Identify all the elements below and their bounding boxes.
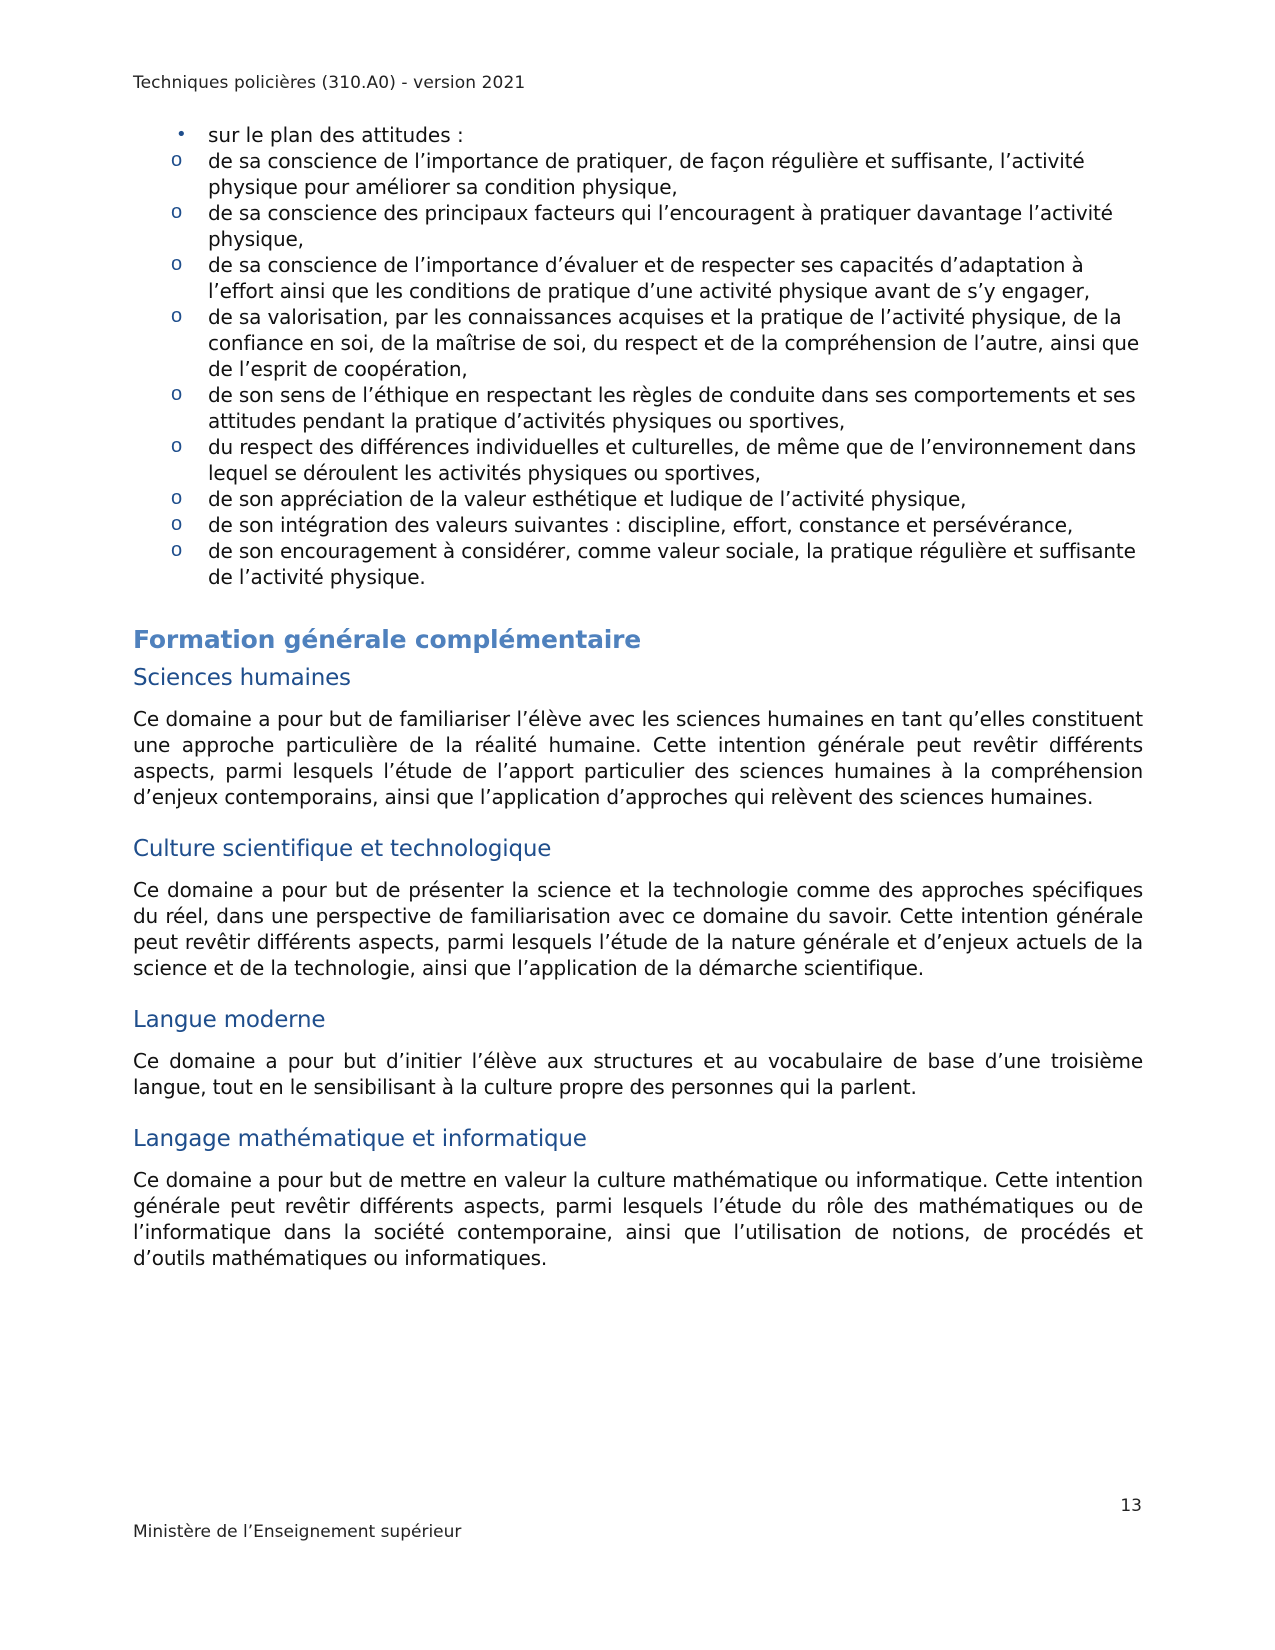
sublist-item: o de son encouragement à considérer, comme valeur sociale, la pratique régulière et suffisante de l’activité physique.	[171, 539, 1136, 589]
subsection-heading-langue-moderne: Langue moderne	[133, 1007, 326, 1033]
subsection-paragraph: Ce domaine a pour but d’initier l’élève aux structures et au vocabulaire de base d’une troisième langue, tout en le sensibilisant à la culture propre des personnes qui la parlent.	[133, 1049, 1143, 1099]
circle-bullet-icon: o	[171, 435, 182, 457]
sublist-item: o du respect des différences individuelles et culturelles, de même que de l’environnement dans lequel se déroulent les activités physiques ou sportives,	[171, 435, 1136, 485]
sublist-item: o de sa conscience de l’importance d’évaluer et de respecter ses capacités d’adaptation à l’effort ainsi que les conditions de pratique d’une activité physique avant de s’y engager,	[171, 253, 1090, 303]
running-footer: Ministère de l’Enseignement supérieur	[133, 1522, 462, 1542]
subsection-paragraph: Ce domaine a pour but de familiariser l’élève avec les sciences humaines en tant qu’elles constituent une approche particulière de la réalité humaine. Cette intention générale peut revêtir différents aspects, parmi lesquels l’étude de l’apport particulier des sciences humaines à la compréhension d’enjeux contemporains, ainsi que l’application d’approches qui relèvent des sciences humaines.	[133, 707, 1143, 809]
circle-bullet-icon: o	[171, 513, 182, 535]
circle-bullet-icon: o	[171, 539, 182, 561]
sublist-item: o de sa conscience des principaux facteurs qui l’encouragent à pratiquer davantage l’activité physique,	[171, 201, 1113, 251]
subsection-heading-langage-mathematique: Langage mathématique et informatique	[133, 1126, 587, 1152]
subsection-heading-culture-scientifique: Culture scientifique et technologique	[133, 836, 552, 862]
running-header: Techniques policières (310.A0) - version 2021	[133, 73, 526, 93]
circle-bullet-icon: o	[171, 305, 182, 327]
section-heading: Formation générale complémentaire	[133, 625, 642, 654]
sublist-item: o de son appréciation de la valeur esthétique et ludique de l’activité physique,	[171, 487, 967, 511]
circle-bullet-icon: o	[171, 253, 182, 275]
circle-bullet-icon: o	[171, 487, 182, 509]
attitudes-sublist	[133, 148, 1143, 590]
sublist-item: o de sa valorisation, par les connaissances acquises et la pratique de l’activité physique, de la confiance en soi, de la maîtrise de soi, du respect et de la compréhension de l’autre, ainsi que de l’esprit de coopération,	[171, 305, 1139, 381]
subsection-paragraph: Ce domaine a pour but de présenter la science et la technologie comme des approches spécifiques du réel, dans une perspective de familiarisation avec ce domaine du savoir. Cette intention générale peut revêtir différents aspects, parmi lesquels l’étude de la nature générale et d’enjeux actuels de la science et de la technologie, ainsi que l’application de la démarche scientifique.	[133, 878, 1143, 980]
subsection-paragraph: Ce domaine a pour but de mettre en valeur la culture mathématique ou informatique. Cette intention générale peut revêtir différents aspects, parmi lesquels l’étude du rôle des mathématiques ou de l’informatique dans la société contemporaine, ainsi que l’utilisation de notions, de procédés et d’outils mathématiques ou informatiques.	[133, 1168, 1143, 1270]
sublist-item: o de son intégration des valeurs suivantes : discipline, effort, constance et persévérance,	[171, 513, 1074, 537]
circle-bullet-icon: o	[171, 149, 182, 171]
circle-bullet-icon: o	[171, 201, 182, 223]
bullet-icon: •	[176, 124, 187, 145]
circle-bullet-icon: o	[171, 383, 182, 405]
attitudes-intro: sur le plan des attitudes :	[208, 123, 464, 147]
page-content	[133, 122, 1143, 1271]
subsection-heading-sciences-humaines: Sciences humaines	[133, 665, 351, 691]
attitudes-bullet-item	[133, 122, 1143, 148]
page-number: 13	[1120, 1496, 1142, 1516]
sublist-item: o de son sens de l’éthique en respectant les règles de conduite dans ses comportements et ses attitudes pendant la pratique d’activités physiques ou sportives,	[171, 383, 1136, 433]
sublist-item: o de sa conscience de l’importance de pratiquer, de façon régulière et suffisante, l’activité physique pour améliorer sa condition physique,	[171, 149, 1085, 199]
